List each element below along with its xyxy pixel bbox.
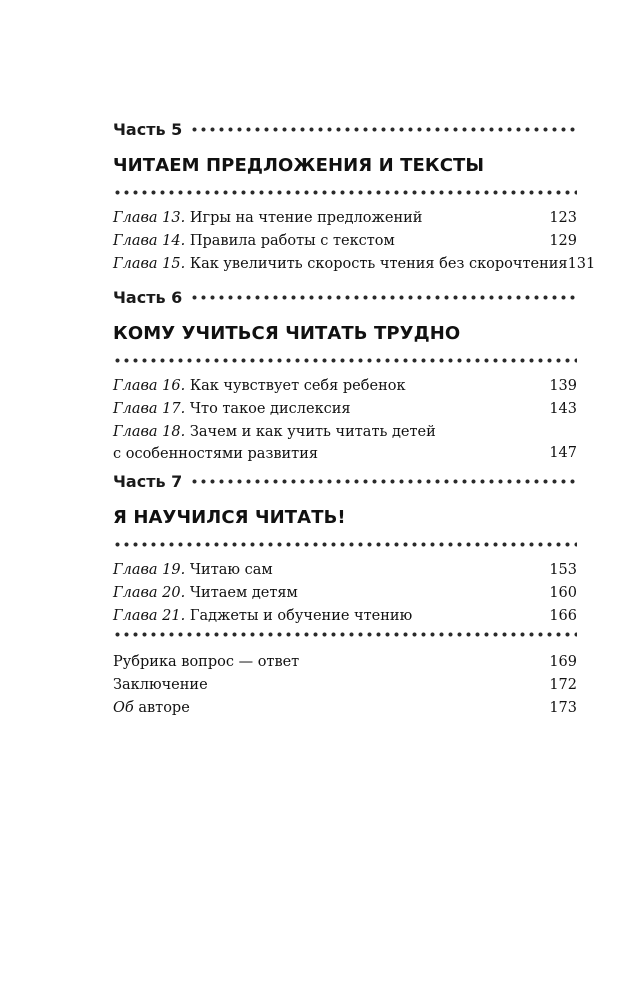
entry-title-italic: Об	[113, 700, 134, 716]
page-number: 153	[549, 562, 577, 578]
chapter-number: Глава 19	[113, 562, 181, 578]
chapter-title: Гаджеты и обучение чтению	[189, 608, 413, 624]
toc-entry[interactable]: Глава 14. Правила работы с текстом 129	[113, 230, 577, 253]
part-label: Часть 7	[113, 471, 183, 491]
part-title: КОМУ УЧИТЬСЯ ЧИТАТЬ ТРУДНО	[113, 323, 461, 344]
toc-entry[interactable]: Глава 15. Как увеличить скорость чтения без скорочтения 131	[113, 253, 577, 276]
part-header	[113, 470, 577, 492]
part-label: Часть 5	[113, 119, 183, 139]
part-header	[113, 286, 577, 308]
page-number: 166	[549, 608, 577, 624]
chapter-number: Глава 17	[113, 401, 181, 417]
page-number: 169	[549, 654, 577, 670]
page-number: 123	[549, 210, 577, 226]
toc-entry[interactable]: Глава 19. Читаю сам 153	[113, 559, 577, 582]
page-number: 147	[549, 445, 577, 461]
chapter-title: Игры на чтение предложений	[189, 210, 423, 226]
dotted-leader	[190, 295, 577, 300]
entry-title: Рубрика вопрос — ответ	[113, 654, 300, 670]
chapter-number: Глава 14	[113, 233, 181, 249]
chapter-title: Как чувствует себя ребенок	[189, 378, 406, 394]
part-5	[113, 118, 596, 276]
dotted-leader	[190, 127, 577, 132]
back-matter	[113, 632, 577, 720]
chapter-list	[113, 207, 596, 276]
dotted-divider	[113, 632, 577, 637]
dotted-divider	[113, 358, 577, 363]
dotted-leader	[190, 479, 577, 484]
part-header	[113, 118, 577, 140]
chapter-number: Глава 13	[113, 210, 181, 226]
toc-page	[113, 0, 596, 1000]
toc-entry[interactable]: Глава 18. Зачем и как учить читать детей с особенностями развития 147	[113, 421, 577, 465]
entry-title: авторе	[133, 700, 190, 716]
chapter-title: Читаю сам	[189, 562, 273, 578]
toc-entry[interactable]	[113, 697, 577, 720]
chapter-title: Зачем и как учить читать детей	[189, 424, 436, 440]
chapter-list	[113, 559, 577, 628]
extras-list	[113, 651, 577, 720]
toc-entry[interactable]: Глава 16. Как чувствует себя ребенок 139	[113, 375, 577, 398]
toc-entry[interactable]: Глава 21. Гаджеты и обучение чтению 166	[113, 605, 577, 628]
toc-entry[interactable]	[113, 674, 577, 697]
chapter-title: Что такое дислексия	[189, 401, 351, 417]
chapter-title-line2: с особенностями развития	[113, 446, 319, 462]
chapter-number: Глава 18	[113, 424, 181, 440]
page-number: 143	[549, 401, 577, 417]
part-title: ЧИТАЕМ ПРЕДЛОЖЕНИЯ И ТЕКСТЫ	[113, 155, 485, 176]
chapter-title: Как увеличить скорость чтения без скорочтения	[189, 256, 568, 272]
part-7	[113, 470, 577, 628]
chapter-number: Глава 16	[113, 378, 181, 394]
chapter-title: Читаем детям	[189, 585, 298, 601]
part-title: Я НАУЧИЛСЯ ЧИТАТЬ!	[113, 507, 346, 528]
chapter-number: Глава 15	[113, 256, 181, 272]
chapter-list	[113, 375, 577, 465]
page-number: 173	[549, 700, 577, 716]
toc-entry[interactable]: Глава 13. Игры на чтение предложений 123	[113, 207, 577, 230]
chapter-number: Глава 21	[113, 608, 181, 624]
toc-entry[interactable]: Глава 20. Читаем детям 160	[113, 582, 577, 605]
page-number: 160	[549, 585, 577, 601]
toc-entry[interactable]: Глава 17. Что такое дислексия 143	[113, 398, 577, 421]
page-number: 131	[567, 256, 596, 272]
page-number: 139	[549, 378, 577, 394]
page-number: 129	[549, 233, 577, 249]
entry-title: Заключение	[113, 677, 208, 693]
dotted-divider	[113, 190, 577, 195]
page-number: 172	[549, 677, 577, 693]
chapter-title: Правила работы с текстом	[189, 233, 395, 249]
part-label: Часть 6	[113, 287, 183, 307]
toc-entry[interactable]	[113, 651, 577, 674]
chapter-number: Глава 20	[113, 585, 181, 601]
dotted-divider	[113, 542, 577, 547]
part-6	[113, 286, 577, 465]
